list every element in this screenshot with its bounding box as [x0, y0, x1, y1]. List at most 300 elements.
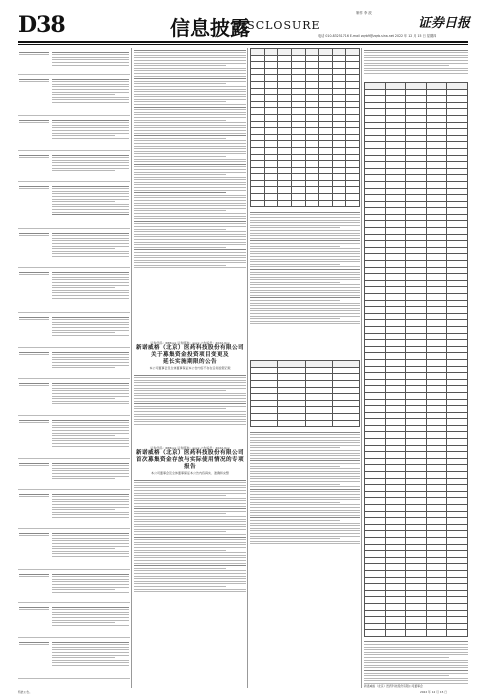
text-line: [52, 476, 129, 477]
text-line: [134, 52, 246, 53]
text-line: [250, 525, 360, 526]
signatory: 新诺威格（北京）医药科技股份有限公司董事会: [364, 684, 423, 688]
text-line: [52, 253, 129, 254]
table-cell: [406, 188, 427, 195]
table-cell: [385, 458, 406, 465]
text-line: [250, 256, 360, 257]
text-line: [52, 135, 115, 136]
table-cell: [447, 531, 468, 538]
table-cell: [447, 188, 468, 195]
table-cell: [264, 121, 278, 128]
table-cell: [332, 128, 346, 135]
table-cell: [447, 307, 468, 314]
text-line: [134, 500, 246, 501]
table-cell: [426, 155, 447, 162]
text-line: [52, 509, 115, 510]
text-line: [364, 641, 468, 642]
table-cell: [365, 452, 386, 459]
table-cell: [332, 75, 346, 82]
table-row: [365, 261, 468, 268]
table-cell: [426, 326, 447, 333]
text-line: [250, 287, 360, 288]
table-cell: [426, 392, 447, 399]
text-line: [134, 539, 246, 540]
table-cell: [426, 373, 447, 380]
text-line: [52, 322, 129, 323]
text-line: [52, 543, 129, 544]
table-cell: [406, 83, 427, 90]
text-line: [250, 538, 340, 539]
table-cell: [426, 89, 447, 96]
table-cell: [447, 505, 468, 512]
table-cell: [447, 162, 468, 169]
text-line: [134, 218, 246, 219]
table-cell: [406, 280, 427, 287]
text-line: [250, 447, 340, 448]
table-cell: [406, 195, 427, 202]
text-line: [364, 60, 468, 61]
table-cell: [406, 603, 427, 610]
table-row: [365, 551, 468, 558]
table-row: [365, 287, 468, 294]
text-line: [52, 438, 129, 439]
text-line: [19, 420, 49, 421]
table-cell: [406, 148, 427, 155]
table-cell: [385, 195, 406, 202]
table-cell: [385, 445, 406, 452]
table-cell: [346, 95, 360, 102]
table-cell: [385, 96, 406, 103]
text-line: [19, 383, 49, 384]
table-cell: [365, 274, 386, 281]
table-cell: [447, 155, 468, 162]
text-line: [134, 591, 246, 592]
text-line: [134, 109, 246, 110]
text-line: [19, 576, 49, 577]
table-cell: [305, 101, 319, 108]
text-line: [250, 533, 360, 534]
table-cell: [426, 267, 447, 274]
table-cell: [305, 114, 319, 121]
text-line: [250, 227, 340, 228]
text-line: [134, 104, 246, 105]
text-line: [250, 305, 360, 306]
text-line: [52, 546, 129, 547]
text-line: [250, 282, 340, 283]
table-cell: [385, 379, 406, 386]
table-cell: [365, 214, 386, 221]
table-cell: [426, 234, 447, 241]
table-cell: [346, 180, 360, 187]
text-line: [52, 354, 129, 355]
text-line: [52, 295, 129, 296]
text-line: [19, 188, 49, 189]
text-line: [250, 230, 360, 231]
text-line: [250, 460, 360, 461]
text-line: [250, 484, 340, 485]
table-cell: [251, 367, 278, 374]
table-cell: [447, 564, 468, 571]
text-line: [52, 533, 129, 534]
text-line: [134, 184, 246, 185]
list-item: [18, 268, 130, 313]
text-line: [19, 644, 49, 645]
text-line: [134, 197, 246, 198]
table-cell: [365, 109, 386, 116]
text-line: [134, 506, 246, 507]
text-line: [364, 73, 468, 74]
announcement-heading: [134, 443, 246, 478]
text-line: [134, 482, 246, 483]
table-cell: [319, 200, 333, 207]
text-line: [52, 248, 115, 249]
text-line: [134, 57, 246, 58]
text-line: [250, 476, 360, 477]
table-cell: [365, 557, 386, 564]
table-cell: [264, 154, 278, 161]
table-row: [251, 108, 360, 115]
table-cell: [426, 254, 447, 261]
table-cell: [365, 518, 386, 525]
table-cell: [447, 168, 468, 175]
table-cell: [332, 180, 346, 187]
text-line: [134, 408, 226, 409]
table-cell: [365, 181, 386, 188]
text-line: [52, 332, 115, 333]
text-line: [52, 443, 129, 444]
table-cell: [365, 168, 386, 175]
table-cell: [406, 458, 427, 465]
table-row: [365, 142, 468, 149]
text-line: [52, 538, 129, 539]
table-cell: [346, 147, 360, 154]
table-cell: [385, 603, 406, 610]
table-cell: [447, 511, 468, 518]
table-cell: [426, 247, 447, 254]
text-line: [134, 244, 246, 245]
text-line: [52, 440, 129, 441]
table-cell: [406, 96, 427, 103]
table-cell: [264, 88, 278, 95]
table-cell: [251, 147, 265, 154]
table-cell: [447, 399, 468, 406]
editor-credit: 制作 李 波: [356, 11, 372, 15]
text-line: [134, 480, 246, 481]
table-cell: [426, 175, 447, 182]
text-line: [52, 540, 129, 541]
table-cell: [291, 55, 305, 62]
section-title-en: DISCLOSURE: [232, 19, 321, 32]
table-row: [365, 406, 468, 413]
table-cell: [305, 374, 332, 381]
text-line: [250, 437, 360, 438]
table-cell: [385, 267, 406, 274]
table-cell: [365, 221, 386, 228]
table-cell: [385, 214, 406, 221]
table-cell: [385, 544, 406, 551]
text-line: [250, 284, 360, 285]
text-line: [52, 209, 129, 210]
table-cell: [447, 518, 468, 525]
table-cell: [319, 101, 333, 108]
table-cell: [365, 359, 386, 366]
table-row: [365, 617, 468, 624]
table-cell: [385, 247, 406, 254]
table-cell: [365, 294, 386, 301]
table-cell: [365, 366, 386, 373]
table-row: [365, 353, 468, 360]
list-item: [18, 313, 130, 348]
table-cell: [406, 445, 427, 452]
text-line: [52, 644, 129, 645]
table-cell: [332, 381, 359, 388]
table-cell: [365, 267, 386, 274]
table-cell: [305, 161, 319, 168]
item-body: [52, 531, 129, 559]
table-cell: [385, 557, 406, 564]
list-item: [18, 75, 130, 116]
text-line: [19, 272, 49, 273]
table-row: [365, 241, 468, 248]
text-line: [52, 157, 129, 158]
table-cell: [291, 167, 305, 174]
table-cell: [385, 102, 406, 109]
table-cell: [385, 359, 406, 366]
table-cell: [278, 407, 305, 414]
text-line: [52, 468, 129, 469]
table-cell: [426, 465, 447, 472]
text-line: [134, 578, 246, 579]
table-cell: [278, 101, 292, 108]
table-row: [251, 400, 360, 407]
table-row: [251, 81, 360, 88]
text-line: [134, 513, 226, 514]
text-line: [250, 440, 360, 441]
item-label: [19, 605, 49, 612]
table-cell: [365, 623, 386, 630]
text-line: [19, 233, 49, 234]
table-cell: [264, 55, 278, 62]
text-line: [134, 570, 246, 571]
table-cell: [346, 121, 360, 128]
table-row: [365, 129, 468, 136]
table-cell: [251, 75, 265, 82]
stock-code-line: 证券代码：688xxx 证券简称：xxxx 公告编号：2022-0xx: [150, 341, 230, 345]
table-cell: [406, 102, 427, 109]
text-line: [19, 533, 49, 534]
text-line: [134, 210, 226, 211]
text-line: [52, 359, 129, 360]
table-cell: [447, 610, 468, 617]
table-cell: [426, 148, 447, 155]
table-cell: [447, 379, 468, 386]
table-cell: [385, 274, 406, 281]
text-line: [364, 649, 468, 650]
table-cell: [365, 570, 386, 577]
text-line: [250, 321, 360, 322]
table-row: [251, 62, 360, 69]
table-row: [365, 498, 468, 505]
text-line: [364, 654, 468, 655]
table-cell: [385, 597, 406, 604]
table-cell: [251, 108, 265, 115]
item-body: [52, 50, 129, 67]
table-cell: [365, 511, 386, 518]
board-statement: 本公司董事会及全体董事保证本公告内容不存在任何虚假记载: [149, 366, 231, 370]
table-cell: [385, 373, 406, 380]
table-cell: [278, 381, 305, 388]
table-cell: [406, 241, 427, 248]
text-line: [134, 190, 246, 191]
table-cell: [346, 128, 360, 135]
table-cell: [365, 89, 386, 96]
item-body: [52, 77, 129, 105]
table-row: [251, 88, 360, 95]
table-cell: [365, 379, 386, 386]
text-line: [52, 352, 129, 353]
table-cell: [447, 392, 468, 399]
table-cell: [426, 472, 447, 479]
text-line: [52, 367, 115, 368]
table-cell: [332, 101, 346, 108]
list-item: [18, 151, 130, 182]
table-cell: [365, 577, 386, 584]
table-cell: [332, 114, 346, 121]
table-cell: [447, 214, 468, 221]
text-line: [134, 174, 226, 175]
table-row: [365, 412, 468, 419]
table-cell: [447, 584, 468, 591]
table-cell: [406, 267, 427, 274]
text-line: [52, 238, 129, 239]
text-line: [52, 393, 129, 394]
table-cell: [406, 392, 427, 399]
text-line: [250, 235, 360, 236]
text-line: [52, 243, 129, 244]
table-cell: [365, 419, 386, 426]
table-row: [365, 162, 468, 169]
table-cell: [278, 121, 292, 128]
table-cell: [264, 174, 278, 181]
table-cell: [385, 485, 406, 492]
table-cell: [426, 505, 447, 512]
masthead-rule-thin: [18, 44, 468, 45]
text-line: [364, 70, 468, 71]
table-cell: [385, 386, 406, 393]
table-cell: [447, 465, 468, 472]
text-line: [364, 644, 468, 645]
table-cell: [365, 432, 386, 439]
contact-line: 电话 010-83251716 E-mail zqrb9@zqrb.sina.net 2022 年 12 月 15 日 星期四: [318, 34, 437, 38]
text-line: [134, 195, 246, 196]
table-cell: [251, 387, 278, 394]
table-cell: [447, 458, 468, 465]
table-row: [251, 180, 360, 187]
table-cell: [291, 88, 305, 95]
table-cell: [332, 49, 346, 56]
table-cell: [278, 367, 305, 374]
data-table: [250, 48, 360, 207]
text-line: [134, 159, 246, 160]
text-line: [250, 269, 360, 270]
item-body: [52, 184, 129, 217]
text-line: [134, 568, 226, 569]
table-cell: [406, 577, 427, 584]
table-cell: [447, 366, 468, 373]
text-line: [134, 125, 246, 126]
table-cell: [385, 234, 406, 241]
text-line: [52, 507, 129, 508]
table-cell: [406, 307, 427, 314]
text-line: [250, 528, 360, 529]
table-cell: [291, 68, 305, 75]
table-cell: [385, 590, 406, 597]
text-line: [134, 169, 246, 170]
table-cell: [365, 597, 386, 604]
text-line: [134, 156, 226, 157]
text-line: [134, 382, 246, 383]
text-line: [134, 99, 246, 100]
table-cell: [291, 49, 305, 56]
text-line: [250, 491, 360, 492]
table-cell: [406, 610, 427, 617]
text-line: [134, 117, 246, 118]
table-cell: [406, 333, 427, 340]
item-label: [19, 231, 49, 238]
text-line: [52, 385, 129, 386]
table-cell: [426, 531, 447, 538]
table-cell: [319, 62, 333, 69]
table-cell: [406, 346, 427, 353]
table-cell: [346, 49, 360, 56]
text-line: [52, 212, 129, 213]
text-line: [250, 253, 360, 254]
text-line: [250, 323, 360, 324]
table-cell: [406, 366, 427, 373]
text-line: [250, 445, 360, 446]
text-line: [134, 236, 246, 237]
table-cell: [251, 407, 278, 414]
text-line: [52, 160, 129, 161]
table-cell: [426, 432, 447, 439]
table-cell: [365, 630, 386, 637]
table-cell: [385, 551, 406, 558]
text-line: [134, 133, 246, 134]
text-line: [134, 101, 226, 102]
text-line: [250, 279, 360, 280]
table-cell: [406, 544, 427, 551]
table-cell: [278, 68, 292, 75]
text-line: [250, 515, 360, 516]
table-cell: [251, 420, 278, 427]
text-line: [52, 193, 129, 194]
text-line: [134, 252, 246, 253]
text-line: [250, 520, 340, 521]
table-cell: [346, 174, 360, 181]
table-cell: [365, 491, 386, 498]
text-line: [134, 223, 246, 224]
text-line: [19, 385, 49, 386]
text-line: [134, 576, 246, 577]
table-cell: [447, 557, 468, 564]
table-cell: [251, 81, 265, 88]
text-line: [52, 155, 129, 156]
table-cell: [426, 498, 447, 505]
table-cell: [385, 610, 406, 617]
text-line: [134, 573, 246, 574]
table-cell: [305, 88, 319, 95]
table-cell: [406, 214, 427, 221]
